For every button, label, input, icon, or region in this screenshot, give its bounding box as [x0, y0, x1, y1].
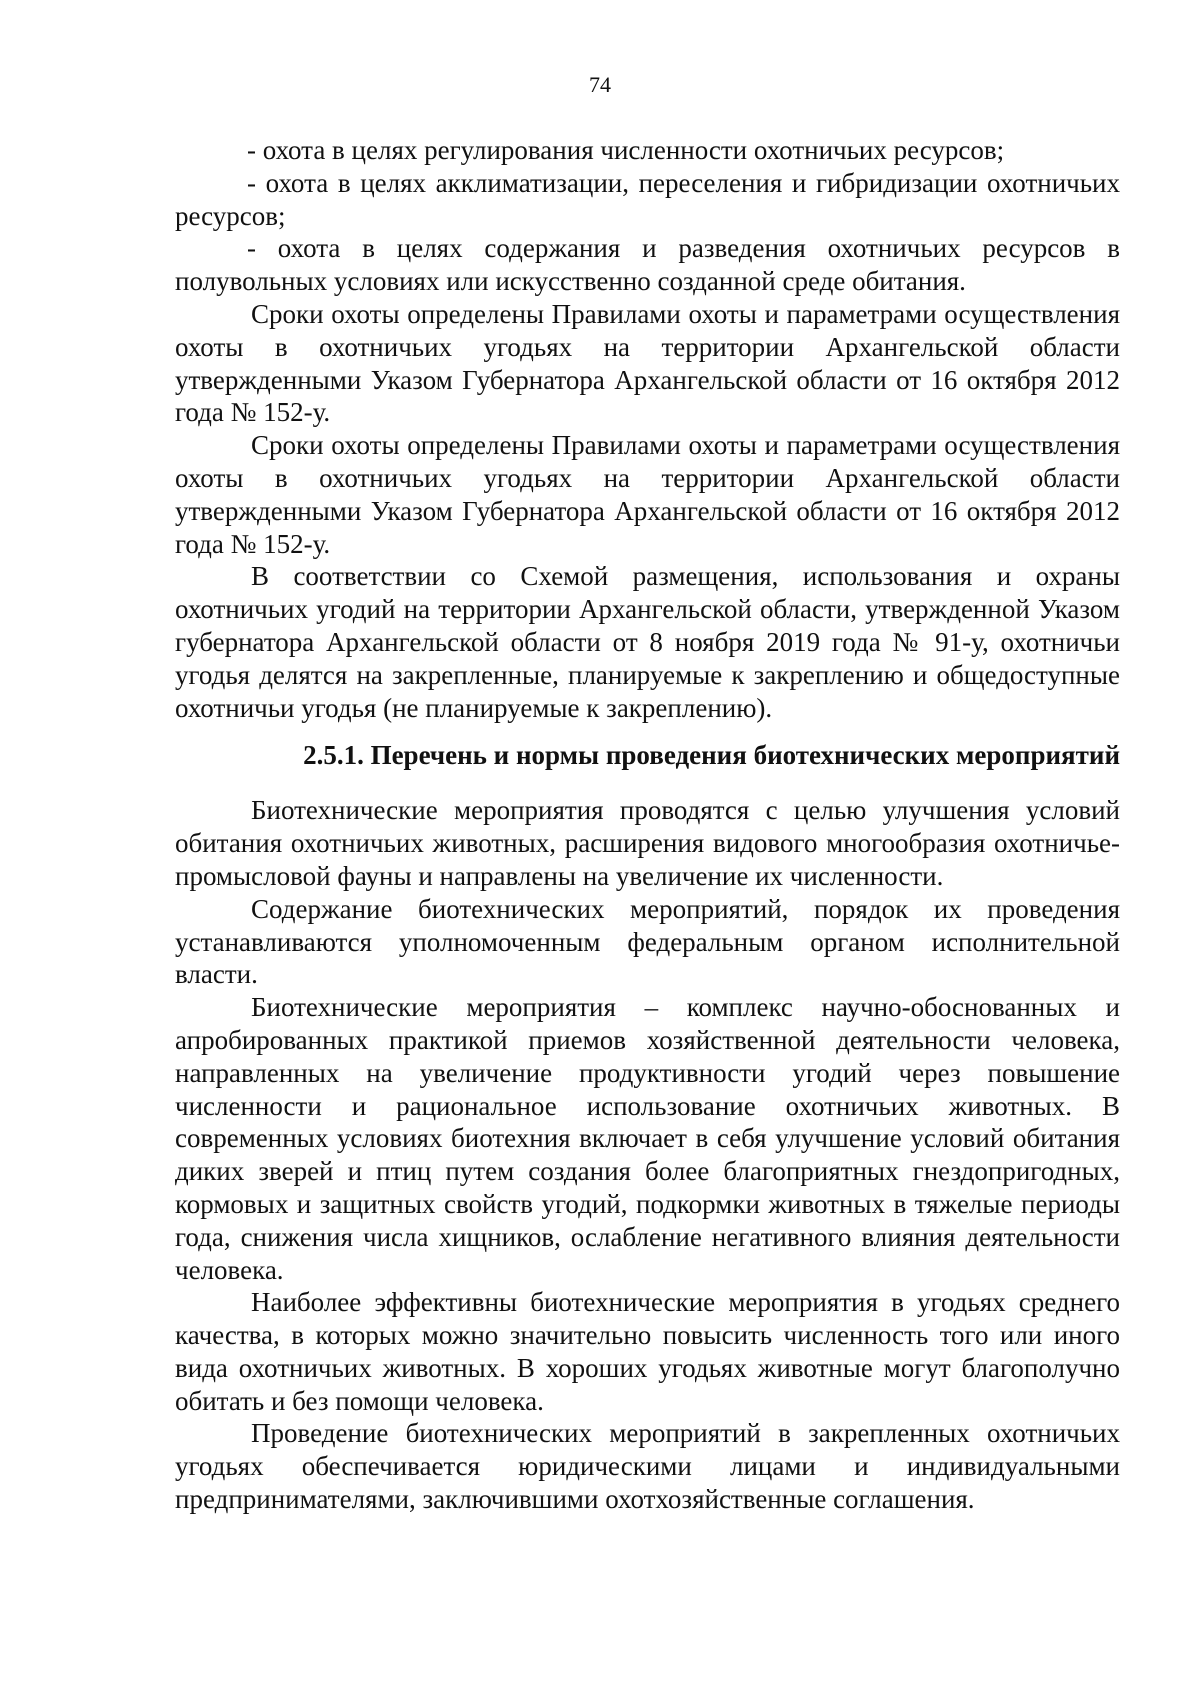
page-number: 74 — [589, 72, 611, 97]
paragraph-biotech-responsibility: Проведение биотехнических мероприятий в закрепленных охотничьих угодьях обеспечивается юридическими лицами и индивидуальными предпринимателями, заключившими охотхозяйственные соглашения. — [175, 1418, 1120, 1515]
paragraph-biotech-definition: Биотехнические мероприятия – комплекс научно-обоснованных и апробированных практикой приемов хозяйственной деятельности человека, направленных на увеличение продуктивности угодий через повышение численности и рациональное использование охотничьих животных. В современных условиях биотехния включает в себя улучшение условий обитания диких зверей и птиц путем создания более благоприятных гнездопригодных, кормовых и защитных свойств угодий, подкормки животных в тяжелые периоды года, снижения числа хищников, ослабление негативного влияния деятельности человека. — [175, 992, 1120, 1285]
list-item-hunting-breeding: - охота в целях содержания и разведения охотничьих ресурсов в полувольных условиях или искусственно созданной среде обитания. — [175, 233, 1120, 297]
section-heading: 2.5.1. Перечень и нормы проведения биотехнических мероприятий — [303, 740, 1120, 771]
list-item-hunting-regulation: - охота в целях регулирования численности охотничьих ресурсов; — [247, 135, 1005, 165]
list-item-hunting-acclimatization: - охота в целях акклиматизации, переселения и гибридизации охотничьих ресурсов; — [175, 167, 1120, 231]
paragraph-hunting-grounds-scheme: В соответствии со Схемой размещения, использования и охраны охотничьих угодий на территории Архангельской области, утвержденной Указом губернатора Архангельской области от 8 ноября 2019 года № 91-у, охотничьи угодья делятся на закрепленные, планируемые к закреплению и общедоступные охотничьи угодья (не планируемые к закреплению). — [175, 561, 1120, 723]
paragraph-hunting-terms-repeat: Сроки охоты определены Правилами охоты и параметрами осуществления охоты в охотничьих угодьях на территории Архангельской области утвержденными Указом Губернатора Архангельской области от 16 октября 2012 года № 152-у. — [175, 430, 1120, 559]
page-content — [175, 134, 1120, 1516]
paragraph-hunting-terms: Сроки охоты определены Правилами охоты и параметрами осуществления охоты в охотничьих угодьях на территории Архангельской области утвержденными Указом Губернатора Архангельской области от 16 октября 2012 года № 152-у. — [175, 298, 1120, 428]
paragraph-biotech-effectiveness: Наиболее эффективны биотехнические мероприятия в угодьях среднего качества, в которых можно значительно повысить численность того или иного вида охотничьих животных. В хороших угодьях животные могут благополучно обитать и без помощи человека. — [175, 1287, 1120, 1416]
paragraph-biotech-content: Содержание биотехнических мероприятий, порядок их проведения устанавливаются уполномоченным федеральным органом исполнительной власти. — [175, 893, 1120, 990]
paragraph-biotech-purpose: Биотехнические мероприятия проводятся с целью улучшения условий обитания охотничьих животных, расширения видового многообразия охотничье-промысловой фауны и направлены на увеличение их численности. — [175, 795, 1120, 891]
